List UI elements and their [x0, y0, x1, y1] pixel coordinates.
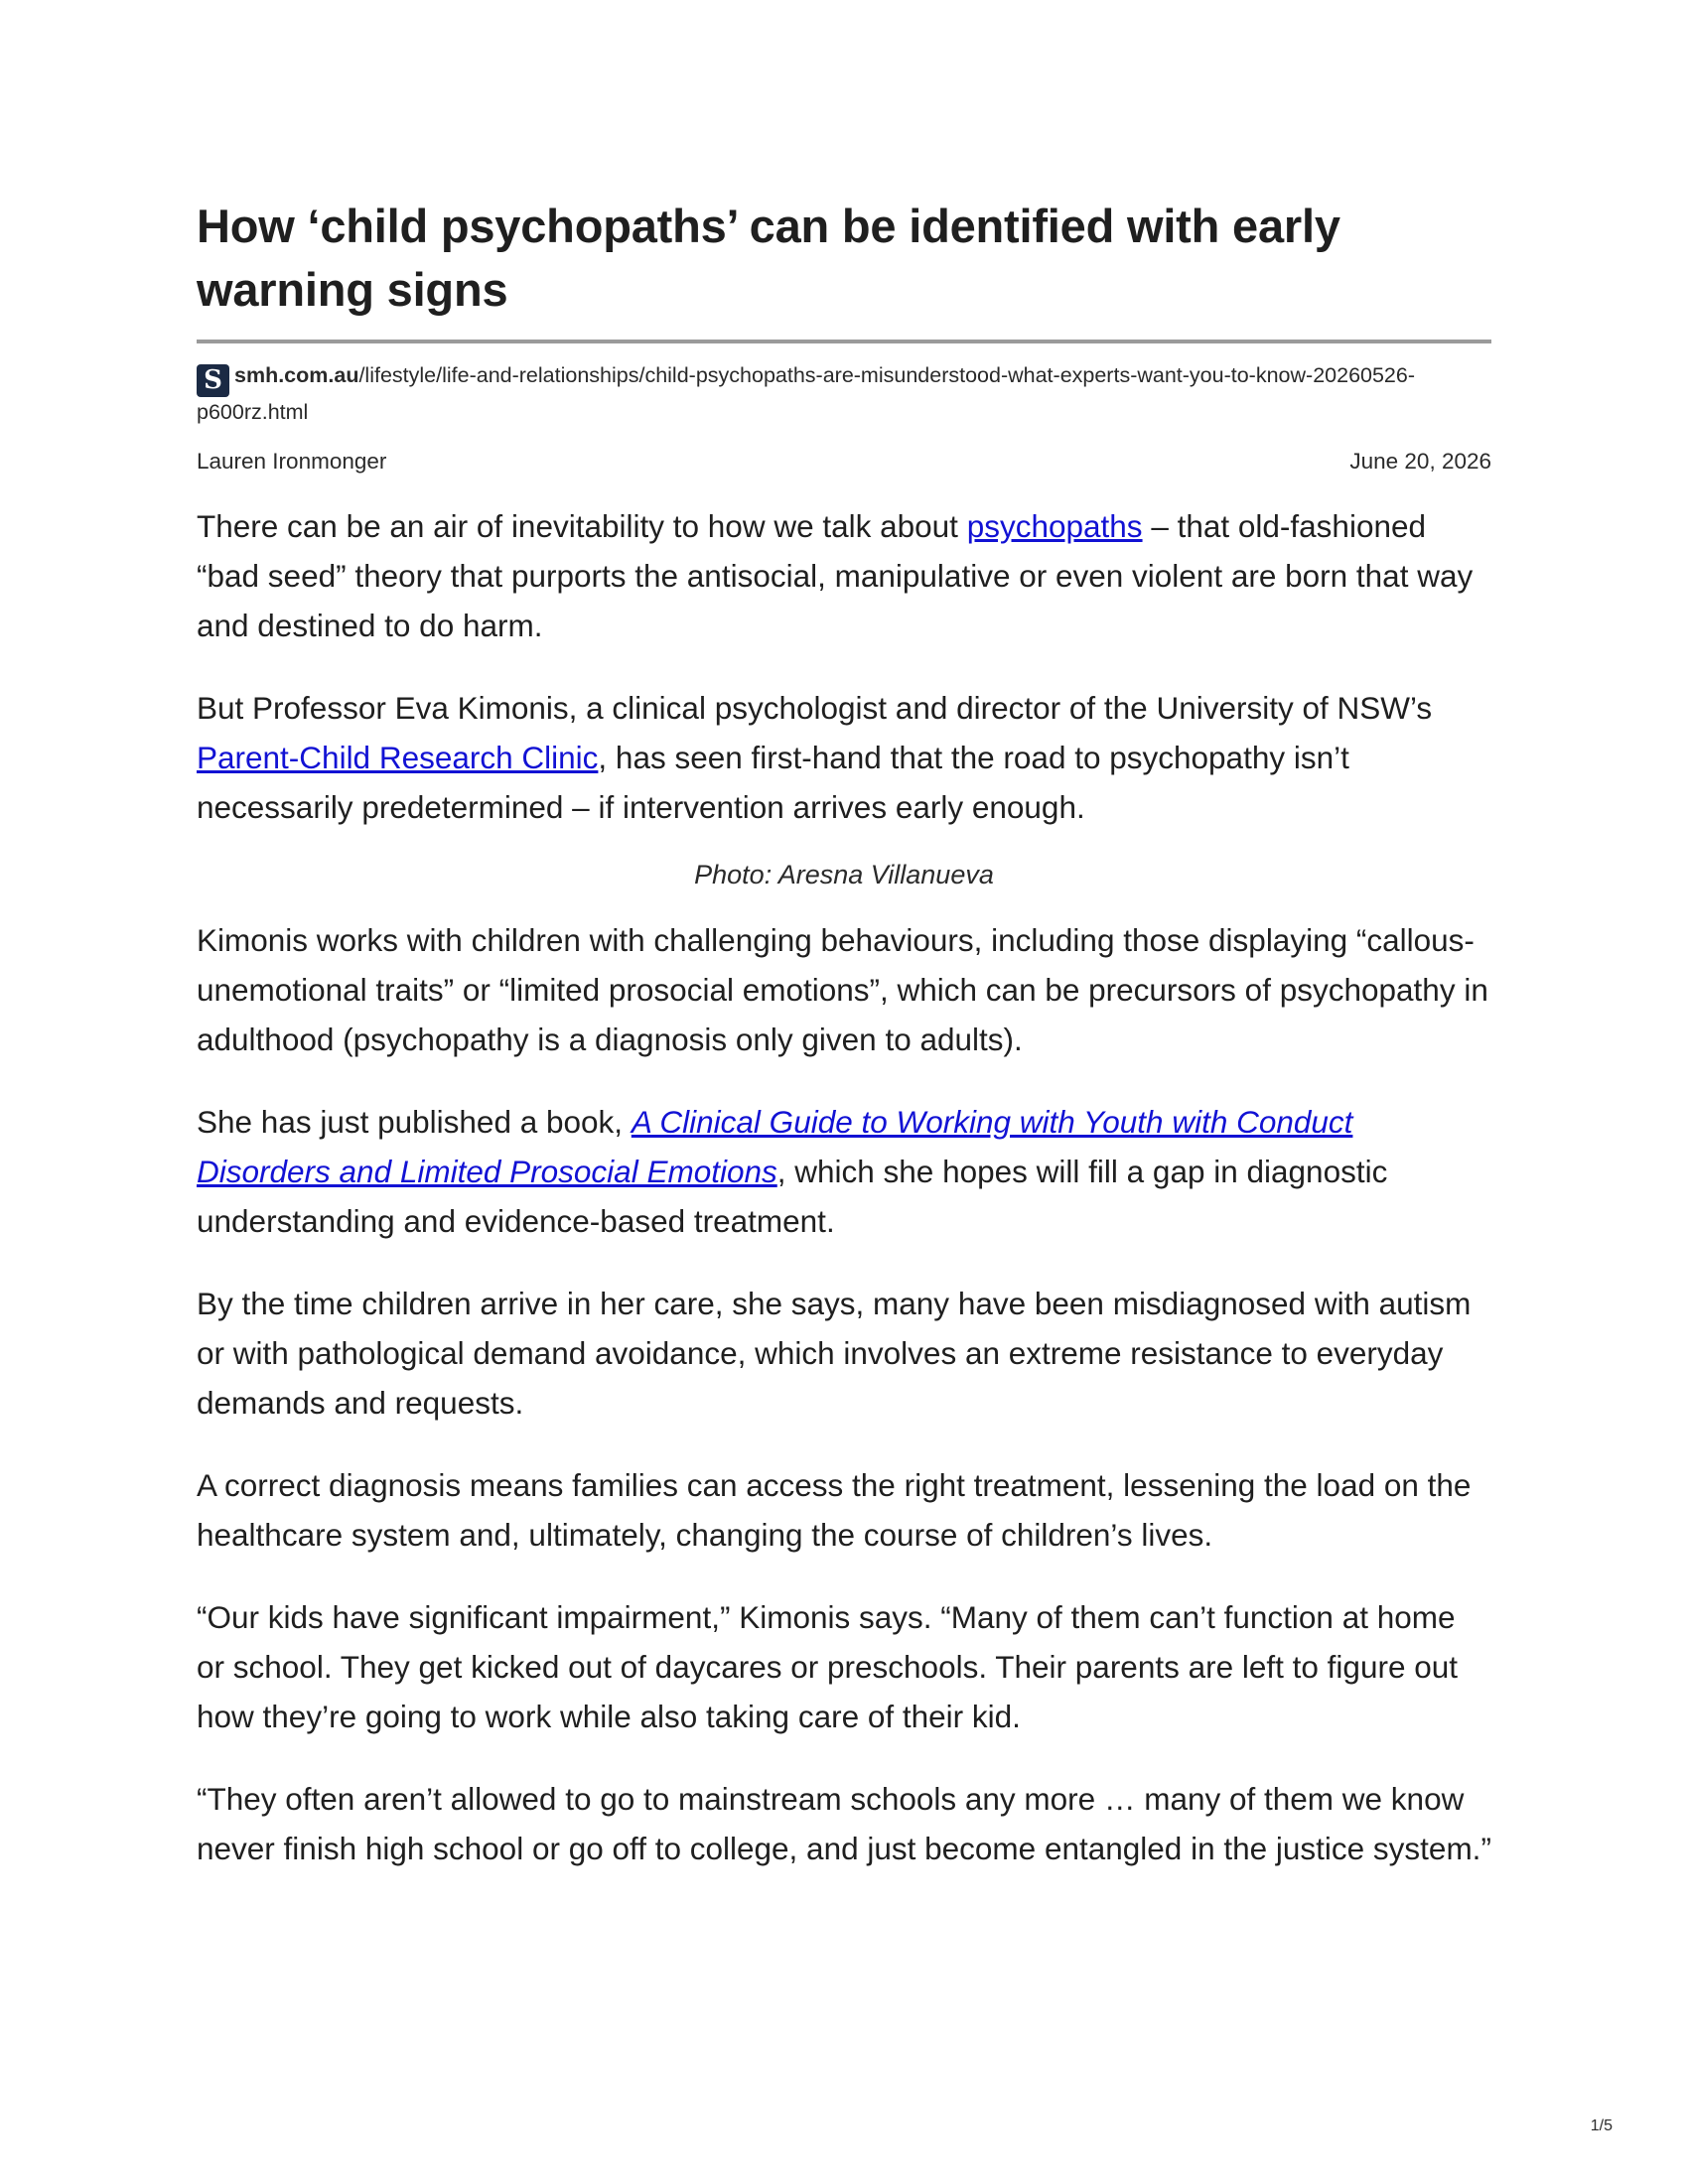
book-link[interactable]: A Clinical Guide to Working with Youth with Conduct Disorders and Limited Prosocial Emotions — [197, 1104, 1353, 1189]
paragraph: “They often aren’t allowed to go to mainstream schools any more … many of them we know never finish high school or go off to college, and just become entangled in the justice system.” — [197, 1781, 1491, 1866]
paragraph — [197, 1097, 1491, 1246]
paragraph-text: , has seen first-hand that the road to psychopathy isn’t necessarily predetermined – if intervention arrives early enough. — [197, 740, 1349, 825]
publish-date: June 20, 2026 — [1349, 449, 1491, 474]
photo-caption: Photo: Aresna Villanueva — [694, 860, 994, 889]
paragraph — [197, 683, 1491, 832]
page-number: 1/5 — [1590, 2117, 1613, 2134]
article-body — [197, 501, 1491, 1873]
paragraph: “Our kids have significant impairment,” Kimonis says. “Many of them can’t function at home or school. They get kicked out of daycares or preschools. Their parents are left to figure out how they’re going to work while also taking care of their kid. — [197, 1599, 1459, 1734]
paragraph-text: , which she hopes will fill a gap in diagnostic understanding and evidence-based treatment. — [197, 1154, 1388, 1239]
parent-child-research-clinic-link[interactable]: Parent-Child Research Clinic — [197, 740, 599, 775]
title-divider — [197, 340, 1491, 343]
paragraph: Kimonis works with children with challenging behaviours, including those displaying “callous-unemotional traits” or “limited prosocial emotions”, which can be precursors of psychopathy in adulthood (psychopathy is a diagnosis only given to adults). — [197, 922, 1488, 1057]
psychopaths-link[interactable]: psychopaths — [966, 508, 1143, 544]
article-title: How ‘child psychopaths’ can be identified with early warning signs — [197, 200, 1340, 316]
source-path: /lifestyle/life-and-relationships/child-psychopaths-are-misunderstood-what-experts-want-you-to-know-20260526-p600rz.html — [197, 363, 1416, 424]
source-domain: smh.com.au — [234, 363, 359, 387]
author: Lauren Ironmonger — [197, 449, 387, 474]
smh-logo-icon: S — [197, 364, 229, 397]
paragraph-text: She has just published a book, — [197, 1104, 632, 1140]
byline — [197, 447, 1491, 477]
article — [197, 195, 1491, 1873]
paragraph — [197, 501, 1491, 650]
paragraph-text: There can be an air of inevitability to how we talk about — [197, 508, 967, 544]
source-url — [197, 360, 1491, 428]
paragraph: By the time children arrive in her care, she says, many have been misdiagnosed with autism or with pathological demand avoidance, which involves an extreme resistance to everyday demands and requests. — [197, 1286, 1472, 1421]
paragraph-text: – that old-fashioned “bad seed” theory that purports the antisocial, manipulative or even violent are born that way and destined to do harm. — [197, 508, 1474, 643]
paragraph-text: But Professor Eva Kimonis, a clinical psychologist and director of the University of NSW’s — [197, 690, 1433, 726]
paragraph: A correct diagnosis means families can access the right treatment, lessening the load on the healthcare system and, ultimately, changing the course of children’s lives. — [197, 1467, 1472, 1553]
